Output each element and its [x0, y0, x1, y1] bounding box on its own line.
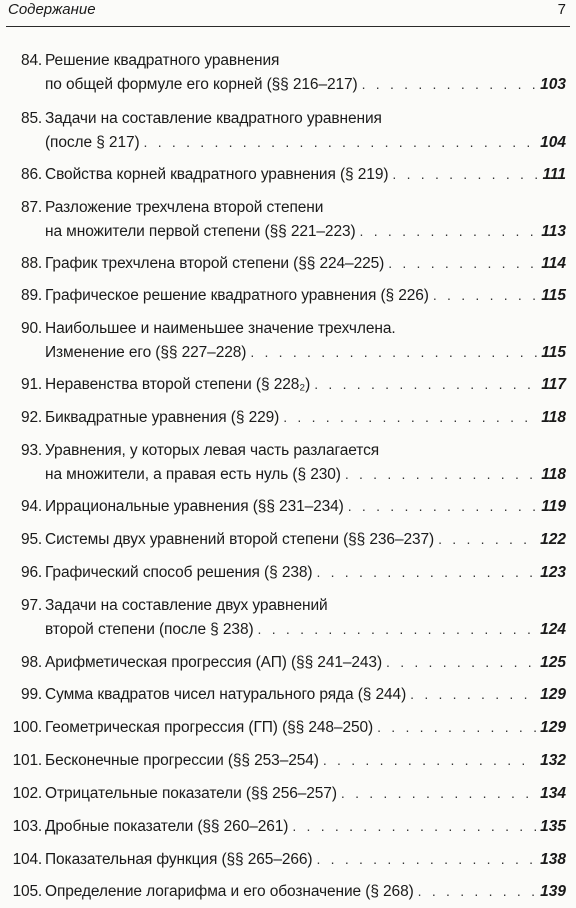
toc-entry-page: 115: [541, 287, 566, 304]
toc-entry-number: 93.: [21, 442, 42, 459]
toc-entry-number: 91.: [21, 376, 42, 393]
toc-entry-page: 103: [540, 76, 566, 93]
toc-entry-number: 102.: [12, 785, 42, 802]
toc-entry-number: 88.: [21, 255, 42, 272]
toc-entry-title: Уравнения, у которых левая часть разлагается: [45, 442, 380, 459]
toc-entry-page: 119: [541, 498, 566, 515]
toc-entry-title-line: [45, 52, 566, 74]
toc-entry-page: 111: [542, 166, 566, 183]
toc-entry-title: Разложение трехчлена второй степени: [45, 199, 324, 216]
dot-leader: [438, 531, 536, 547]
toc-entry-title: Неравенства второй степени (§ 228₂): [45, 376, 311, 393]
toc-entry-title: График трехчлена второй степени (§§ 224–225): [45, 255, 385, 272]
toc-entry-title-line-last: [45, 654, 566, 676]
toc-entry-title: Иррациональные уравнения (§§ 231–234): [45, 498, 344, 515]
toc-entry-page: 117: [541, 376, 566, 393]
toc-entry-title-line: [45, 110, 566, 132]
toc-entry-page: 135: [540, 818, 566, 835]
toc-entry-page: 118: [541, 466, 566, 483]
toc-entry-number: 90.: [21, 320, 42, 337]
toc-entry-title-line-last: [45, 531, 566, 553]
toc-entry-title-line-last: [45, 564, 566, 586]
toc-entry-number: 100.: [12, 719, 42, 736]
toc-entry-number: 98.: [21, 654, 42, 671]
dot-leader: [144, 134, 537, 150]
toc-entry-number: 95.: [21, 531, 42, 548]
toc-entry-number: 97.: [21, 597, 42, 614]
toc-entry-title: по общей формуле его корней (§§ 216–217): [45, 76, 358, 93]
dot-leader: [392, 166, 538, 182]
toc-entry-page: 123: [540, 564, 566, 581]
toc-entry-number: 104.: [12, 851, 42, 868]
toc-entry-title-line-last: [45, 255, 566, 277]
toc-entry-title-line-last: [45, 851, 566, 873]
toc-entry-number: 89.: [21, 287, 42, 304]
dot-leader: [360, 223, 538, 239]
toc-entry-title: Задачи на составление квадратного уравнения: [45, 110, 382, 127]
toc-entry-number: 94.: [21, 498, 42, 515]
toc-entry-title-line: [45, 442, 566, 464]
toc-entry-page: 134: [540, 785, 566, 802]
dot-leader: [292, 818, 536, 834]
dot-leader: [258, 621, 537, 637]
toc-entry-title-line-last: [45, 287, 566, 309]
toc-entry-title-line-last: [45, 883, 566, 905]
dot-leader: [316, 851, 536, 867]
toc-entry-title: Задачи на составление двух уравнений: [45, 597, 328, 614]
dot-leader: [388, 255, 537, 271]
toc-entry-number: 86.: [21, 166, 42, 183]
toc-entry-title: Сумма квадратов чисел натурального ряда (§ 244): [45, 686, 407, 703]
toc-entry-title-line-last: [45, 686, 566, 708]
dot-leader: [410, 686, 536, 702]
toc-entry-page: 125: [540, 654, 566, 671]
toc-entry-title-line-last: [45, 134, 566, 156]
toc-entry-number: 85.: [21, 110, 42, 127]
toc-entry-page: 129: [540, 719, 566, 736]
toc-entry-title-line: [45, 597, 566, 619]
toc-entry-number: 96.: [21, 564, 42, 581]
toc-entry-title-line-last: [45, 223, 566, 245]
toc-entry-title: Изменение его (§§ 227–228): [45, 344, 247, 361]
toc-entry-title-line-last: [45, 752, 566, 774]
dot-leader: [362, 76, 537, 92]
toc-entry-page: 104: [540, 134, 566, 151]
toc-entry-page: 113: [541, 223, 566, 240]
toc-entry-title: Бесконечные прогрессии (§§ 253–254): [45, 752, 319, 769]
dot-leader: [377, 719, 536, 735]
toc-entry-number: 105.: [12, 883, 42, 900]
toc-entry-title-line-last: [45, 166, 566, 188]
toc-entry-page: 138: [540, 851, 566, 868]
toc-entry-title: Наибольшее и наименьшее значение трехчлена.: [45, 320, 396, 337]
toc-entry-page: 114: [541, 255, 566, 272]
toc-entry-number: 101.: [12, 752, 42, 769]
dot-leader: [433, 287, 537, 303]
toc-entry-title: Отрицательные показатели (§§ 256–257): [45, 785, 337, 802]
dot-leader: [250, 344, 537, 360]
toc-entry-title: Дробные показатели (§§ 260–261): [45, 818, 289, 835]
toc-entry-page: 124: [540, 621, 566, 638]
toc-entry-title-line: [45, 320, 566, 342]
toc-entry-page: 115: [541, 344, 566, 361]
dot-leader: [316, 564, 536, 580]
toc-entry-title: на множители, а правая есть нуль (§ 230): [45, 466, 341, 483]
toc-entry-number: 99.: [21, 686, 42, 703]
toc-entry-title: Графический способ решения (§ 238): [45, 564, 313, 581]
toc-entry-title: Показательная функция (§§ 265–266): [45, 851, 313, 868]
toc-entry-page: 118: [541, 409, 566, 426]
toc-entry-title-line-last: [45, 76, 566, 98]
toc-entry-title-line-last: [45, 466, 566, 488]
toc-entry-number: 92.: [21, 409, 42, 426]
dot-leader: [314, 376, 537, 392]
toc-entry-title-line-last: [45, 498, 566, 520]
toc-entry-title-line: [45, 199, 566, 221]
toc-entry-title: Решение квадратного уравнения: [45, 52, 280, 69]
toc-entry-title-line-last: [45, 376, 566, 398]
toc-entry-number: 87.: [21, 199, 42, 216]
toc-entry-number: 103.: [12, 818, 42, 835]
toc-entry-title-line-last: [45, 719, 566, 741]
toc-entry-title: (после § 217): [45, 134, 140, 151]
toc-entry-title: Определение логарифма и его обозначение (§ 268): [45, 883, 414, 900]
dot-leader: [418, 883, 536, 899]
toc-entry-title: Свойства корней квадратного уравнения (§ 219): [45, 166, 389, 183]
toc-entry-title: второй степени (после § 238): [45, 621, 254, 638]
toc-entry-title-line-last: [45, 818, 566, 840]
toc-entry-title: Системы двух уравнений второй степени (§§ 236–237): [45, 531, 435, 548]
toc-entry-title: на множители первой степени (§§ 221–223): [45, 223, 356, 240]
toc-entry-title: Графическое решение квадратного уравнения (§ 226): [45, 287, 429, 304]
toc-entry-page: 122: [540, 531, 566, 548]
dot-leader: [323, 752, 536, 768]
toc-entry-title: Арифметическая прогрессия (АП) (§§ 241–243): [45, 654, 383, 671]
dot-leader: [345, 466, 537, 482]
dot-leader: [348, 498, 538, 514]
dot-leader: [386, 654, 536, 670]
toc-entry-page: 129: [540, 686, 566, 703]
toc-entry-title: Биквадратные уравнения (§ 229): [45, 409, 280, 426]
header-title: Содержание: [8, 1, 96, 18]
toc-entry-title-line-last: [45, 344, 566, 366]
dot-leader: [283, 409, 537, 425]
toc-entry-title-line-last: [45, 409, 566, 431]
toc-entry-page: 132: [540, 752, 566, 769]
dot-leader: [341, 785, 536, 801]
toc-entry-title-line-last: [45, 621, 566, 643]
toc-entry-number: 84.: [21, 52, 42, 69]
toc-entry-page: 139: [540, 883, 566, 900]
header-page-number: 7: [557, 1, 566, 18]
toc-entry-title: Геометрическая прогрессия (ГП) (§§ 248–250): [45, 719, 374, 736]
toc-entry-title-line-last: [45, 785, 566, 807]
